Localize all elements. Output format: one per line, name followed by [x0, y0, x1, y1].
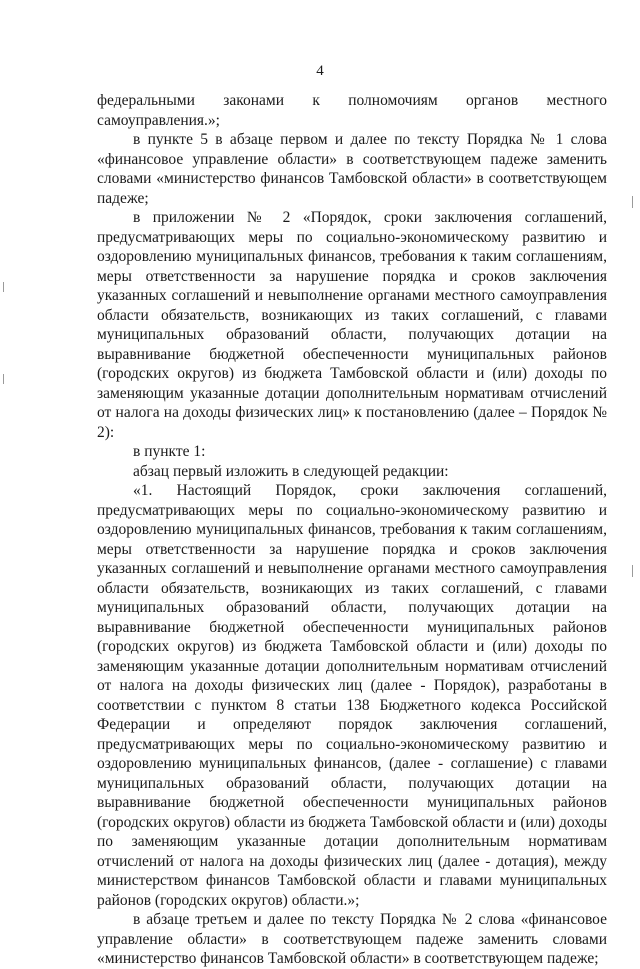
scan-mark-left-top — [3, 282, 4, 292]
paragraph-2: в пункте 5 в абзаце первом и далее по тексту Порядка № 1 слова «финансовое управление области» в соответствующем падеже заменить словами «министерство финансов Тамбовской области» в соответствующем падеже; — [97, 131, 607, 207]
scan-mark-right-bottom — [632, 565, 633, 577]
document-body — [97, 91, 607, 969]
paragraph-5: абзац первый изложить в следующей редакции: — [133, 462, 449, 480]
paragraph-1: федеральными законами к полномочиям органов местного самоуправления.»; — [97, 92, 607, 129]
page-number: 4 — [316, 63, 324, 79]
scan-mark-right-top — [632, 196, 633, 208]
scan-mark-left-bottom — [3, 374, 4, 384]
paragraph-3: в приложении № 2 «Порядок, сроки заключения соглашений, предусматривающих меры по социально-экономическому развитию и оздоровлению муниципальных финансов, требования к таким соглашениям, меры ответственности за нарушение порядка и сроков заключения указанных соглашений и невыполнение органами местного самоуправления области обязательств, возникающих из таких соглашений, с главами муниципальных образований области, получающих дотации на выравнивание бюджетной обеспеченности муниципальных районов (городских округов) из бюджета Тамбовской области и (или) доходы по заменяющим указанные дотации дополнительным нормативам отчислений от налога на доходы физических лиц» к постановлению (далее – Порядок № 2): — [97, 209, 607, 441]
paragraph-4: в пункте 1: — [133, 443, 206, 460]
paragraph-7: в абзаце третьем и далее по тексту Порядка № 2 слова «финансовое управление области» в соответствующем падеже заменить словами «министерство финансов Тамбовской области» в соответствующем падеже; — [97, 911, 607, 967]
paragraph-6: «1. Настоящий Порядок, сроки заключения соглашений, предусматривающих меры по социально-экономическому развитию и оздоровлению муниципальных финансов, требования к таким соглашениям, меры ответственности за нарушение порядка и сроков заключения указанных соглашений и невыполнение органами местного самоуправления области обязательств, возникающих из таких соглашений, с главами муниципальных образований области, получающих дотации на выравнивание бюджетной обеспеченности муниципальных районов (городских округов) из бюджета Тамбовской области и (или) доходы по заменяющим указанные дотации дополнительным нормативам отчислений от налога на доходы физических лиц (далее - Порядок), разработаны в соответствии с пунктом 8 статьи 138 Бюджетного кодекса Российской Федерации и определяют порядок заключения соглашений, предусматривающих меры по социально-экономическому развитию и оздоровлению муниципальных финансов, (далее - соглашение) с главами муниципальных образований области, получающих дотации на выравнивание бюджетной обеспеченности муниципальных районов (городских округов) области из бюджета Тамбовской области и (или) доходы по заменяющим указанные дотации дополнительным нормативам отчислений от налога на доходы физических лиц (далее - дотация), между министерством финансов Тамбовской области и главами муниципальных районов (городских округов) области.»; — [97, 482, 607, 909]
